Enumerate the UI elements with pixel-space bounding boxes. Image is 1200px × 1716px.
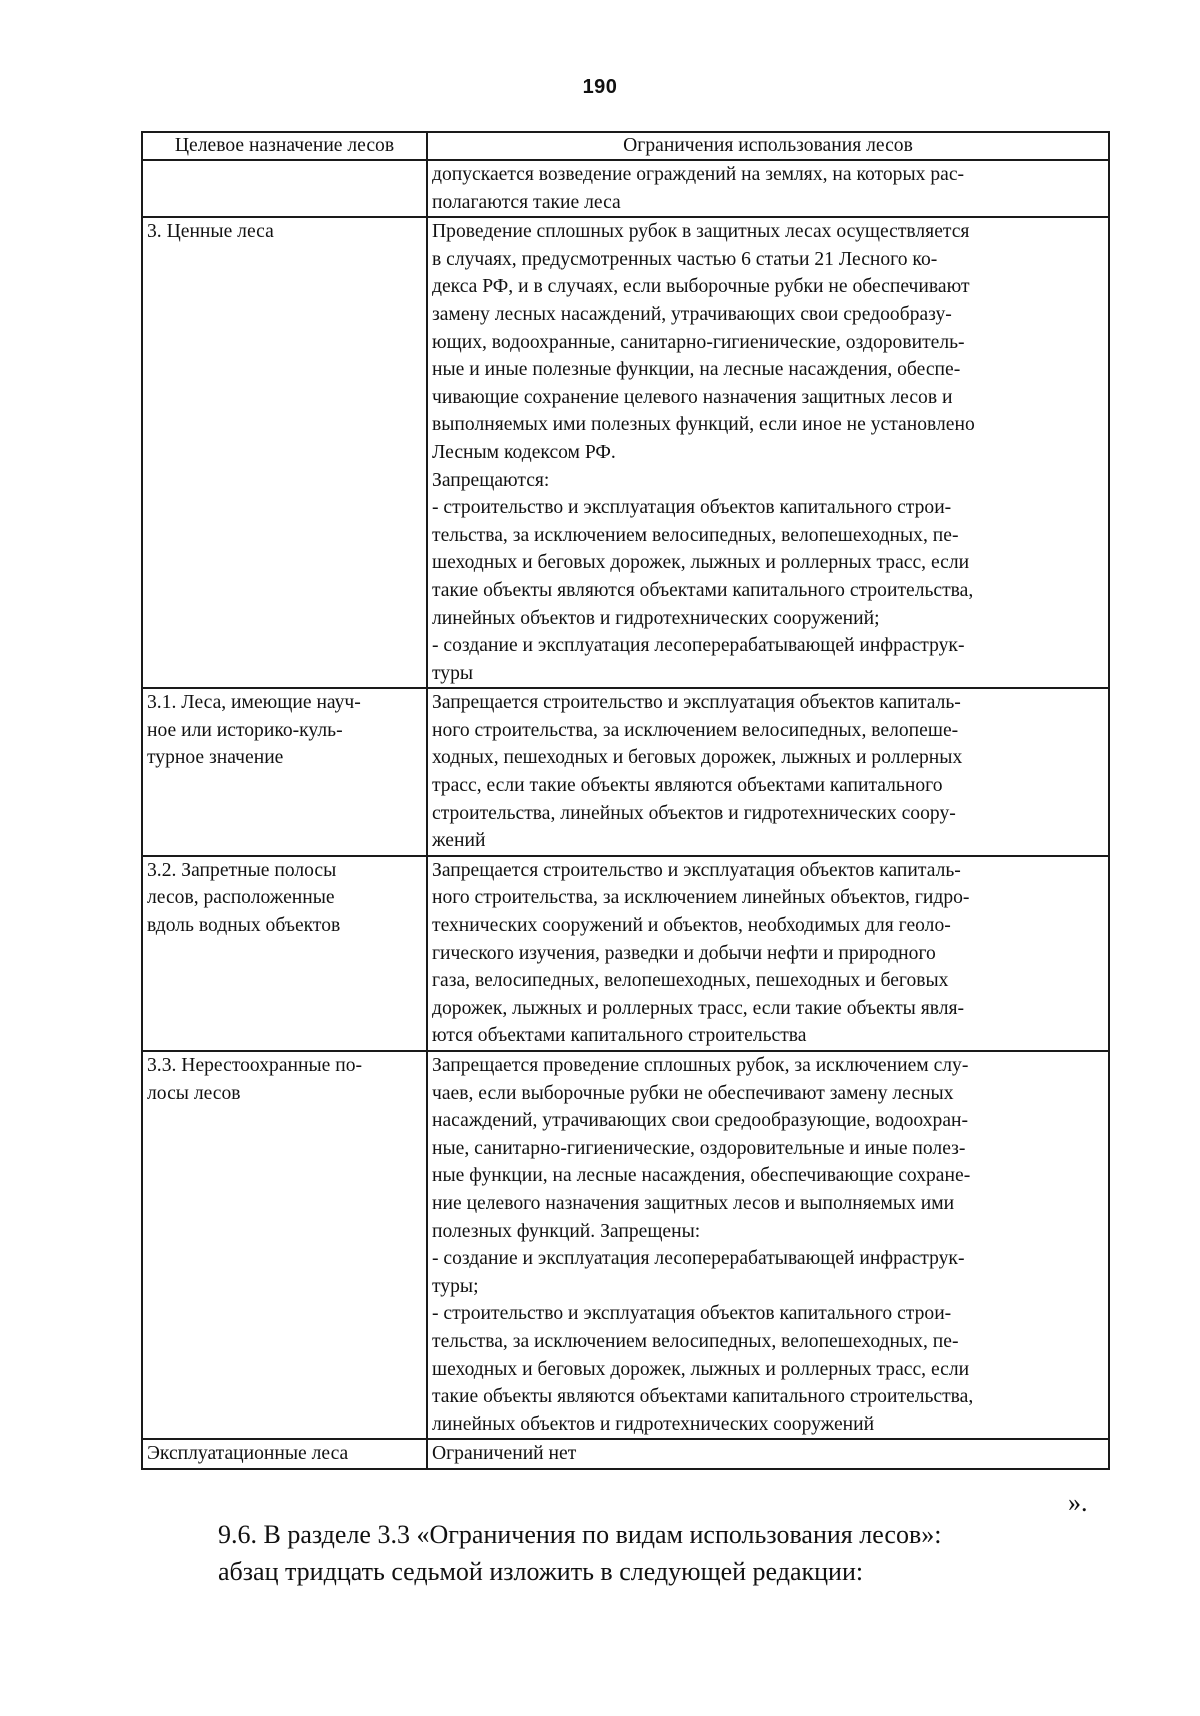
cell-text-line: - строительство и эксплуатация объектов капитального строи- (432, 1303, 952, 1325)
cell-restrictions (427, 1439, 1109, 1469)
cell-text-line: ние целевого назначения защитных лесов и выполняемых ими (432, 1192, 955, 1214)
cell-purpose (142, 217, 427, 688)
cell-text-line: 3.2. Запретные полосы (147, 859, 337, 881)
table-row (142, 688, 1109, 856)
cell-text-line: лесов, расположенные (147, 887, 335, 909)
cell-text-line: такие объекты являются объектами капитального строительства, (432, 579, 974, 601)
cell-text-line: гического изучения, разведки и добычи нефти и природного (432, 942, 936, 964)
cell-restrictions (427, 688, 1109, 856)
cell-text-line: полагаются такие леса (432, 191, 621, 213)
cell-text-line: шеходных и беговых дорожек, лыжных и роллерных трасс, если (432, 1358, 970, 1380)
table-row (142, 1439, 1109, 1469)
cell-purpose (142, 160, 427, 217)
cell-restrictions (427, 217, 1109, 688)
cell-text-line: Запрещается проведение сплошных рубок, за исключением слу- (432, 1055, 969, 1076)
cell-text-line: ные, санитарно-гигиенические, оздоровительные и иные полез- (432, 1137, 966, 1159)
cell-text-line: ются объектами капитального строительства (432, 1025, 807, 1047)
cell-text-line: Запрещается строительство и эксплуатация объектов капиталь- (432, 692, 961, 714)
cell-text-line: вдоль водных объектов (147, 915, 341, 937)
cell-text-line: туры; (432, 1275, 479, 1297)
table-header-row (142, 132, 1109, 160)
cell-text-line: ного строительства, за исключением линейных объектов, гидро- (432, 887, 970, 909)
cell-text-line: замену лесных насаждений, утрачивающих свои средообразу- (432, 303, 952, 325)
cell-text-line: Эксплуатационные леса (147, 1443, 349, 1465)
table-row (142, 1051, 1109, 1439)
cell-text-line: чаев, если выборочные рубки не обеспечивают замену лесных (432, 1082, 954, 1104)
cell-text-line: линейных объектов и гидротехнических сооружений; (432, 607, 880, 629)
cell-text-line: Лесным кодексом РФ. (432, 441, 616, 463)
cell-text-line: тельства, за исключением велосипедных, велопешеходных, пе- (432, 524, 959, 546)
cell-text-line: шеходных и беговых дорожек, лыжных и роллерных трасс, если (432, 552, 970, 574)
cell-text-line: 3. Ценные леса (147, 221, 274, 243)
cell-text-line: туры (432, 662, 474, 684)
cell-text-line: ющих, водоохранные, санитарно-гигиенические, оздоровитель- (432, 331, 965, 353)
table-row (142, 217, 1109, 688)
cell-restrictions (427, 856, 1109, 1051)
cell-purpose (142, 856, 427, 1051)
cell-text-line: Запрещается строительство и эксплуатация объектов капиталь- (432, 859, 961, 881)
column-header-restrictions: Ограничения использования лесов (427, 132, 1109, 160)
cell-text-line: тельства, за исключением велосипедных, велопешеходных, пе- (432, 1330, 959, 1352)
restrictions-table (141, 131, 1110, 1470)
cell-text-line: дорожек, лыжных и роллерных трасс, если такие объекты явля- (432, 997, 965, 1019)
cell-text-line: - создание и эксплуатация лесоперерабатывающей инфраструк- (432, 1248, 965, 1270)
cell-text-line: насаждений, утрачивающих свои средообразующие, водоохран- (432, 1110, 969, 1132)
cell-text-line: - строительство и эксплуатация объектов капитального строи- (432, 497, 952, 519)
cell-text-line: ное или историко-куль- (147, 719, 343, 741)
cell-text-line: в случаях, предусмотренных частью 6 статьи 21 Лесного ко- (432, 248, 938, 270)
paragraph-line-2: абзац тридцать седьмой изложить в следующей редакции: (218, 1557, 864, 1586)
cell-text-line: - создание и эксплуатация лесоперерабатывающей инфраструк- (432, 635, 965, 657)
cell-text-line: Ограничений нет (432, 1443, 577, 1465)
column-header-purpose: Целевое назначение лесов (142, 132, 427, 160)
cell-text-line: чивающие сохранение целевого назначения защитных лесов и (432, 386, 953, 408)
page-number: 190 (582, 76, 618, 98)
cell-purpose (142, 1051, 427, 1439)
cell-text-line: ные и иные полезные функции, на лесные насаждения, обеспе- (432, 359, 961, 381)
cell-purpose (142, 688, 427, 856)
paragraph-line-1: 9.6. В разделе 3.3 «Ограничения по видам использования лесов»: (218, 1520, 942, 1549)
table-row (142, 856, 1109, 1051)
cell-text-line: допускается возведение ограждений на землях, на которых рас- (432, 164, 965, 185)
cell-text-line: строительства, линейных объектов и гидротехнических соору- (432, 802, 956, 824)
cell-text-line: линейных объектов и гидротехнических сооружений (432, 1413, 875, 1435)
cell-purpose (142, 1439, 427, 1469)
cell-restrictions (427, 160, 1109, 217)
table-body (142, 160, 1109, 1469)
cell-text-line: технических сооружений и объектов, необходимых для геоло- (432, 915, 951, 937)
cell-text-line: 3.1. Леса, имеющие науч- (147, 692, 361, 714)
cell-text-line: 3.3. Нерестоохранные по- (147, 1055, 363, 1076)
cell-text-line: турное значение (147, 747, 284, 769)
cell-text-line: жений (432, 830, 486, 852)
cell-text-line: газа, велосипедных, велопешеходных, пешеходных и беговых (432, 970, 949, 992)
cell-text-line: трасс, если такие объекты являются объектами капитального (432, 775, 943, 797)
cell-restrictions (427, 1051, 1109, 1439)
cell-text-line: выполняемых ими полезных функций, если иное не установлено (432, 414, 975, 436)
cell-text-line: такие объекты являются объектами капитального строительства, (432, 1386, 974, 1408)
closing-quote: ». (1068, 1488, 1088, 1517)
cell-text-line: ного строительства, за исключением велосипедных, велопеше- (432, 719, 959, 741)
cell-text-line: декса РФ, и в случаях, если выборочные рубки не обеспечивают (432, 276, 970, 298)
table-row (142, 160, 1109, 217)
cell-text-line: полезных функций. Запрещены: (432, 1220, 701, 1242)
cell-text-line: Запрещаются: (432, 469, 550, 491)
cell-text-line: Проведение сплошных рубок в защитных лесах осуществляется (432, 221, 970, 243)
cell-text-line: ходных, пешеходных и беговых дорожек, лыжных и роллерных (432, 747, 963, 769)
cell-text-line: ные функции, на лесные насаждения, обеспечивающие сохране- (432, 1165, 971, 1187)
cell-text-line: лосы лесов (147, 1082, 241, 1104)
